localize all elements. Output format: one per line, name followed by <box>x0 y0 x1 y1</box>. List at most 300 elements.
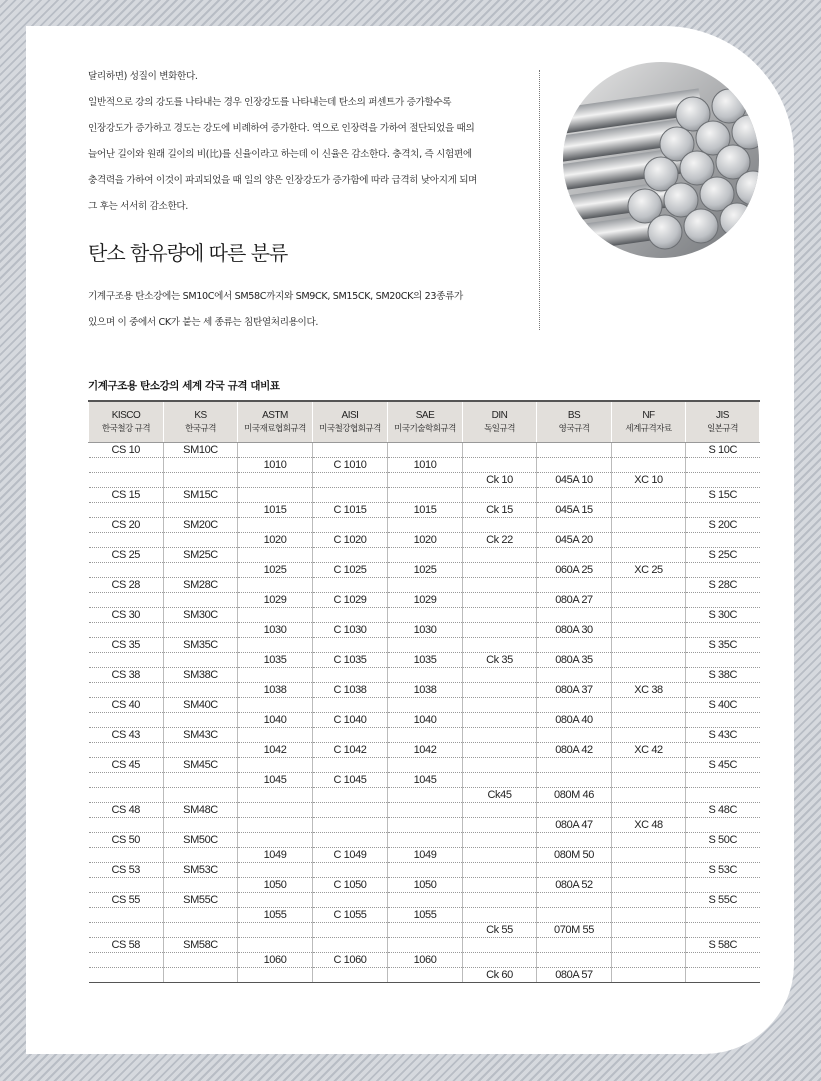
table-cell <box>238 518 313 533</box>
table-cell <box>313 668 388 683</box>
table-row <box>89 758 760 773</box>
table-cell: Ck 55 <box>463 923 537 938</box>
table-cell <box>164 743 238 758</box>
table-cell <box>388 863 463 878</box>
table-cell: 1040 <box>388 713 463 728</box>
table-row <box>89 938 760 953</box>
table-cell: CS 40 <box>89 698 164 713</box>
table-cell: 1045 <box>238 773 313 788</box>
column-header <box>463 401 537 443</box>
column-header-code: AISI <box>341 410 359 421</box>
column-header-code: SAE <box>415 410 435 421</box>
table-cell: 1015 <box>238 503 313 518</box>
table-cell: 080A 30 <box>537 623 612 638</box>
table-cell: SM35C <box>164 638 238 653</box>
table-cell <box>388 758 463 773</box>
table-cell <box>89 848 164 863</box>
table-cell <box>238 818 313 833</box>
table-cell: 080A 40 <box>537 713 612 728</box>
table-cell: 1035 <box>388 653 463 668</box>
table-cell <box>686 473 760 488</box>
page-card <box>26 26 794 1054</box>
table-cell <box>238 443 313 458</box>
table-cell: 1055 <box>388 908 463 923</box>
section-paragraph <box>88 284 533 336</box>
table-cell <box>612 923 686 938</box>
table-cell <box>89 923 164 938</box>
table-cell <box>463 713 537 728</box>
table-cell <box>537 488 612 503</box>
table-cell <box>686 683 760 698</box>
table-row <box>89 533 760 548</box>
table-cell: 1049 <box>388 848 463 863</box>
table-cell <box>463 818 537 833</box>
table-cell <box>313 863 388 878</box>
table-cell <box>313 473 388 488</box>
table-cell <box>686 953 760 968</box>
table-row <box>89 473 760 488</box>
table-cell <box>388 638 463 653</box>
table-row <box>89 623 760 638</box>
table-cell: 045A 15 <box>537 503 612 518</box>
table-cell <box>612 773 686 788</box>
table-cell: SM25C <box>164 548 238 563</box>
table-cell <box>463 698 537 713</box>
table-row <box>89 563 760 578</box>
table-cell: Ck 15 <box>463 503 537 518</box>
table-cell: S 48C <box>686 803 760 818</box>
table-cell: SM38C <box>164 668 238 683</box>
table-cell <box>537 698 612 713</box>
table-cell: 1060 <box>238 953 313 968</box>
table-cell: 1042 <box>388 743 463 758</box>
table-cell <box>89 503 164 518</box>
column-header <box>686 401 760 443</box>
table-cell <box>612 503 686 518</box>
table-cell <box>537 908 612 923</box>
table-cell <box>388 518 463 533</box>
table-cell <box>313 803 388 818</box>
table-cell <box>164 683 238 698</box>
table-cell: S 15C <box>686 488 760 503</box>
table-row <box>89 908 760 923</box>
table-cell: C 1042 <box>313 743 388 758</box>
table-cell <box>238 833 313 848</box>
intro-line: 달리하면) 성질이 변화한다. <box>88 71 198 82</box>
table-row <box>89 833 760 848</box>
table-cell <box>238 668 313 683</box>
table-cell <box>313 968 388 983</box>
table-cell <box>313 788 388 803</box>
column-header <box>612 401 686 443</box>
table-cell <box>388 833 463 848</box>
table-row <box>89 743 760 758</box>
table-cell: C 1060 <box>313 953 388 968</box>
table-row <box>89 863 760 878</box>
table-cell <box>388 668 463 683</box>
table-cell <box>686 533 760 548</box>
table-cell <box>612 488 686 503</box>
table-cell <box>463 908 537 923</box>
table-cell <box>612 938 686 953</box>
table-row <box>89 893 760 908</box>
table-cell: C 1038 <box>313 683 388 698</box>
table-cell <box>463 668 537 683</box>
table-cell: 1010 <box>238 458 313 473</box>
table-cell <box>686 878 760 893</box>
table-cell: CS 55 <box>89 893 164 908</box>
table-cell: S 58C <box>686 938 760 953</box>
table-cell <box>313 938 388 953</box>
table-cell <box>313 548 388 563</box>
table-cell: C 1020 <box>313 533 388 548</box>
table-cell: SM28C <box>164 578 238 593</box>
vertical-divider <box>539 70 540 330</box>
table-row <box>89 593 760 608</box>
table-cell <box>388 818 463 833</box>
table-cell <box>612 443 686 458</box>
column-header <box>164 401 238 443</box>
table-cell: S 55C <box>686 893 760 908</box>
table-cell <box>612 758 686 773</box>
table-cell: 080M 50 <box>537 848 612 863</box>
intro-line: 그 후는 서서히 감소한다. <box>88 201 188 212</box>
table-cell <box>463 458 537 473</box>
table-cell: Ck45 <box>463 788 537 803</box>
steel-bars-image <box>561 60 761 260</box>
table-cell <box>313 758 388 773</box>
table-cell: CS 43 <box>89 728 164 743</box>
table-cell <box>89 878 164 893</box>
table-cell: SM10C <box>164 443 238 458</box>
table-row <box>89 608 760 623</box>
table-cell <box>89 908 164 923</box>
table-cell <box>463 773 537 788</box>
column-header-code: BS <box>567 410 581 421</box>
table-cell: 070M 55 <box>537 923 612 938</box>
table-cell <box>463 608 537 623</box>
table-cell: 1025 <box>238 563 313 578</box>
table-cell: 1030 <box>238 623 313 638</box>
table-cell: CS 53 <box>89 863 164 878</box>
column-header-name: 영국규격 <box>558 423 590 433</box>
table-cell <box>686 458 760 473</box>
table-cell <box>463 848 537 863</box>
intro-line: 일반적으로 강의 강도를 나타내는 경우 인장강도를 나타내는데 탄소의 퍼센트가 증가할수록 <box>88 97 452 108</box>
table-cell <box>89 593 164 608</box>
table-cell <box>164 953 238 968</box>
table-cell <box>686 773 760 788</box>
table-cell <box>164 533 238 548</box>
table-cell <box>612 893 686 908</box>
table-cell <box>612 833 686 848</box>
table-cell <box>238 758 313 773</box>
table-cell <box>89 653 164 668</box>
section-line: 기계구조용 탄소강에는 SM10C에서 SM58C까지와 SM9CK, SM15CK, SM20CK의 23종류가 <box>88 291 463 302</box>
table-row <box>89 773 760 788</box>
table-row <box>89 443 760 458</box>
table-cell: S 45C <box>686 758 760 773</box>
table-cell: S 25C <box>686 548 760 563</box>
column-header-code: DIN <box>491 410 508 421</box>
table-cell <box>463 578 537 593</box>
table-cell <box>686 968 760 983</box>
table-cell: 1038 <box>388 683 463 698</box>
table-cell <box>164 848 238 863</box>
table-cell: 1029 <box>388 593 463 608</box>
table-row <box>89 488 760 503</box>
table-cell <box>463 518 537 533</box>
table-row <box>89 818 760 833</box>
table-row <box>89 518 760 533</box>
table-cell: S 38C <box>686 668 760 683</box>
table-row <box>89 638 760 653</box>
table-cell <box>463 443 537 458</box>
table-cell <box>612 863 686 878</box>
column-header <box>89 401 164 443</box>
table-cell <box>612 623 686 638</box>
table-cell: CS 35 <box>89 638 164 653</box>
table-cell <box>537 773 612 788</box>
table-cell <box>313 728 388 743</box>
table-cell: SM15C <box>164 488 238 503</box>
table-cell <box>238 488 313 503</box>
table-cell <box>537 893 612 908</box>
table-cell: 1042 <box>238 743 313 758</box>
column-header-name: 한국철강 규격 <box>101 423 151 433</box>
table-cell <box>164 458 238 473</box>
table-cell: 1050 <box>388 878 463 893</box>
table-row <box>89 953 760 968</box>
table-cell: C 1015 <box>313 503 388 518</box>
table-cell <box>686 923 760 938</box>
column-header-code: ASTM <box>262 410 288 421</box>
table-cell: 1020 <box>238 533 313 548</box>
table-cell <box>313 488 388 503</box>
table-cell <box>612 518 686 533</box>
table-cell: 1025 <box>388 563 463 578</box>
table-cell: S 35C <box>686 638 760 653</box>
table-cell: S 53C <box>686 863 760 878</box>
table-cell: 1038 <box>238 683 313 698</box>
table-cell <box>612 713 686 728</box>
table-cell: 1055 <box>238 908 313 923</box>
table-cell <box>537 803 612 818</box>
table-cell <box>89 473 164 488</box>
table-cell <box>537 833 612 848</box>
table-row <box>89 878 760 893</box>
table-cell: 060A 25 <box>537 563 612 578</box>
table-cell: 080M 46 <box>537 788 612 803</box>
table-cell <box>388 968 463 983</box>
table-cell <box>164 623 238 638</box>
table-cell <box>238 803 313 818</box>
table-cell <box>164 503 238 518</box>
column-header-name: 세계규격자료 <box>625 423 672 433</box>
column-header-code: JIS <box>716 410 729 421</box>
table-cell: C 1049 <box>313 848 388 863</box>
table-cell <box>388 548 463 563</box>
table-cell <box>313 893 388 908</box>
table-cell <box>313 608 388 623</box>
table-cell <box>537 578 612 593</box>
table-cell: SM50C <box>164 833 238 848</box>
table-cell: S 50C <box>686 833 760 848</box>
table-cell: SM53C <box>164 863 238 878</box>
table-row <box>89 458 760 473</box>
table-cell: CS 10 <box>89 443 164 458</box>
table-title: 기계구조용 탄소강의 세계 각국 규격 대비표 <box>88 380 280 392</box>
table-cell <box>313 818 388 833</box>
table-row <box>89 788 760 803</box>
intro-line: 인장강도가 증가하고 경도는 강도에 비례하여 증가한다. 역으로 인장력을 가하여 절단되었을 때의 <box>88 123 475 134</box>
table-cell <box>89 953 164 968</box>
table-cell <box>612 668 686 683</box>
table-cell: SM20C <box>164 518 238 533</box>
table-cell: 080A 57 <box>537 968 612 983</box>
table-cell: C 1045 <box>313 773 388 788</box>
table-cell: SM30C <box>164 608 238 623</box>
table-cell: XC 25 <box>612 563 686 578</box>
table-cell <box>313 833 388 848</box>
intro-line: 충격력을 가하여 이것이 파괴되었을 때 일의 양은 인장강도가 증가함에 따라 급격히 낮아지게 되며 <box>88 175 478 186</box>
table-cell <box>463 548 537 563</box>
table-cell <box>238 473 313 488</box>
table-row <box>89 968 760 983</box>
table-cell: CS 50 <box>89 833 164 848</box>
table-cell <box>463 563 537 578</box>
column-header-name: 독일규격 <box>484 423 515 433</box>
table-cell: 1045 <box>388 773 463 788</box>
table-cell <box>388 443 463 458</box>
table-cell <box>89 773 164 788</box>
table-cell <box>686 848 760 863</box>
table-cell <box>463 758 537 773</box>
table-cell <box>463 593 537 608</box>
table-cell <box>537 758 612 773</box>
column-header-code: KS <box>194 410 207 421</box>
table-cell <box>537 458 612 473</box>
table-cell <box>89 743 164 758</box>
table-cell <box>388 488 463 503</box>
table-cell: 080A 37 <box>537 683 612 698</box>
table-cell: 1035 <box>238 653 313 668</box>
table-cell <box>612 578 686 593</box>
table-cell: C 1029 <box>313 593 388 608</box>
table-cell: 1060 <box>388 953 463 968</box>
table-cell: 1050 <box>238 878 313 893</box>
table-cell <box>238 608 313 623</box>
table-cell: C 1035 <box>313 653 388 668</box>
table-cell <box>238 938 313 953</box>
table-cell <box>537 443 612 458</box>
table-cell <box>313 443 388 458</box>
table-cell <box>164 908 238 923</box>
table-cell <box>388 923 463 938</box>
table-cell <box>463 488 537 503</box>
table-cell <box>89 683 164 698</box>
table-cell: C 1030 <box>313 623 388 638</box>
table-cell <box>612 548 686 563</box>
table-cell <box>686 818 760 833</box>
table-row <box>89 698 760 713</box>
table-cell: CS 25 <box>89 548 164 563</box>
standards-table <box>88 400 760 983</box>
table-header-row <box>89 401 760 443</box>
column-header <box>238 401 313 443</box>
table-row <box>89 548 760 563</box>
table-cell: SM48C <box>164 803 238 818</box>
table-cell: 1020 <box>388 533 463 548</box>
table-cell <box>313 578 388 593</box>
table-cell <box>686 743 760 758</box>
column-header-name: 일본규격 <box>707 423 738 433</box>
table-cell <box>463 803 537 818</box>
table-row <box>89 848 760 863</box>
table-cell <box>388 608 463 623</box>
table-cell <box>89 623 164 638</box>
table-cell: XC 42 <box>612 743 686 758</box>
table-cell <box>238 863 313 878</box>
table-cell: Ck 10 <box>463 473 537 488</box>
table-cell: CS 15 <box>89 488 164 503</box>
table-cell <box>238 968 313 983</box>
table-cell <box>612 803 686 818</box>
section-heading: 탄소 함유량에 따른 분류 <box>88 241 288 265</box>
table-cell <box>164 593 238 608</box>
table-cell <box>537 938 612 953</box>
table-cell <box>463 743 537 758</box>
table-cell: S 20C <box>686 518 760 533</box>
table-cell: CS 38 <box>89 668 164 683</box>
column-header-name: 미국기술학회규격 <box>394 423 456 433</box>
column-header-code: NF <box>642 410 655 421</box>
table-cell <box>537 548 612 563</box>
table-row <box>89 653 760 668</box>
table-cell <box>164 713 238 728</box>
table-cell: S 30C <box>686 608 760 623</box>
table-row <box>89 803 760 818</box>
table-cell <box>463 683 537 698</box>
table-cell: 1010 <box>388 458 463 473</box>
table-cell <box>89 458 164 473</box>
table-cell: Ck 35 <box>463 653 537 668</box>
table-cell: CS 30 <box>89 608 164 623</box>
table-row <box>89 728 760 743</box>
table-cell <box>686 503 760 518</box>
table-cell <box>463 953 537 968</box>
table-cell <box>612 608 686 623</box>
table-cell <box>612 878 686 893</box>
table-row <box>89 923 760 938</box>
table-cell <box>612 728 686 743</box>
table-cell <box>388 728 463 743</box>
table-cell: 045A 20 <box>537 533 612 548</box>
column-header-name: 한국규격 <box>185 423 216 433</box>
table-cell <box>164 968 238 983</box>
table-cell <box>612 698 686 713</box>
table-cell <box>164 473 238 488</box>
table-cell <box>238 893 313 908</box>
table-cell <box>463 833 537 848</box>
table-cell: S 28C <box>686 578 760 593</box>
table-cell <box>164 818 238 833</box>
table-cell <box>238 923 313 938</box>
table-cell: C 1040 <box>313 713 388 728</box>
table-cell: C 1025 <box>313 563 388 578</box>
table-cell <box>612 533 686 548</box>
table-cell: Ck 60 <box>463 968 537 983</box>
